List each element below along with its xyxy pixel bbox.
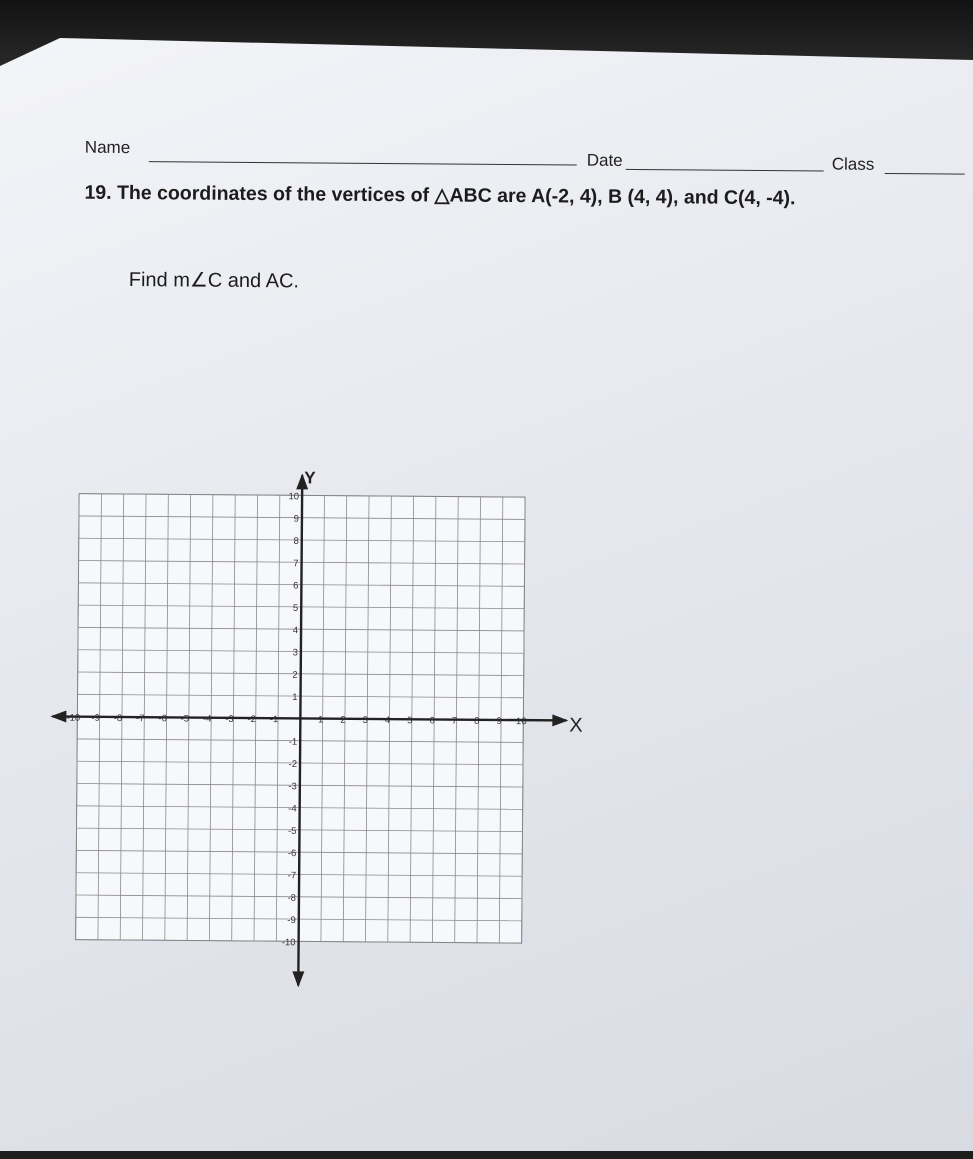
y-tick-label: 5 [292,602,299,614]
y-tick-label: -4 [288,803,297,815]
x-tick-label: -5 [180,713,190,725]
name-label: Name [84,137,131,158]
y-tick-label: 3 [292,647,298,659]
y-tick-label: 1 [292,692,298,704]
y-tick-label: -7 [287,870,297,882]
x-tick-label: -7 [135,713,145,725]
question-19 [84,181,795,211]
y-tick-label: -6 [287,848,297,860]
y-tick-label: 6 [293,580,299,592]
y-tick-label: -1 [288,736,298,748]
x-tick-label: 8 [474,715,480,727]
x-tick-label: -8 [113,712,123,724]
y-tick-label: -5 [287,825,297,837]
y-tick-label: 10 [288,491,300,503]
x-tick-label: 9 [496,715,502,727]
date-blank-line[interactable] [626,169,824,172]
y-axis-arrow-down [292,971,304,987]
class-blank-line[interactable] [885,173,965,175]
x-tick-label: 1 [317,714,324,726]
x-tick-label: -9 [91,712,100,724]
y-tick-label: 4 [292,625,299,637]
y-axis-label: Y [304,468,316,488]
name-blank-line[interactable] [149,161,577,165]
y-tick-label: -9 [287,914,296,927]
x-tick-label: 6 [429,715,435,727]
x-tick-label: -10 [66,712,81,724]
y-tick-label: -2 [288,758,298,770]
x-axis-arrow-right [552,714,568,726]
x-tick-label: 2 [340,714,346,726]
date-label: Date [586,150,623,170]
x-tick-label: -4 [202,713,212,725]
y-tick-label: 8 [293,535,299,547]
coordinate-grid[interactable] [42,455,606,999]
y-tick-label: -8 [287,892,296,904]
y-tick-label: -10 [281,937,296,949]
question-number: 19. [84,181,112,204]
x-tick-label: -1 [269,714,279,726]
x-tick-label: 4 [384,715,391,727]
x-axis-arrow-left [50,710,66,722]
question-prompt: Find m∠C and AC. [128,269,300,293]
x-tick-label: -2 [247,713,257,726]
x-axis-label: X [569,714,583,737]
y-tick-label: 2 [292,669,298,681]
x-tick-label: 5 [407,715,413,727]
y-tick-label: -3 [288,781,297,793]
x-tick-label: 3 [362,714,368,726]
question-text: The coordinates of the vertices of △ABC are A(-2, 4), B (4, 4), and C(4, -4). [116,181,796,210]
x-tick-label: 7 [451,715,458,727]
x-tick-label: -6 [158,713,167,725]
x-tick-label: 10 [516,716,527,728]
x-tick-label: -3 [225,713,234,725]
class-label: Class [831,154,875,174]
y-tick-label: 9 [293,513,299,525]
y-tick-label: 7 [293,558,299,570]
